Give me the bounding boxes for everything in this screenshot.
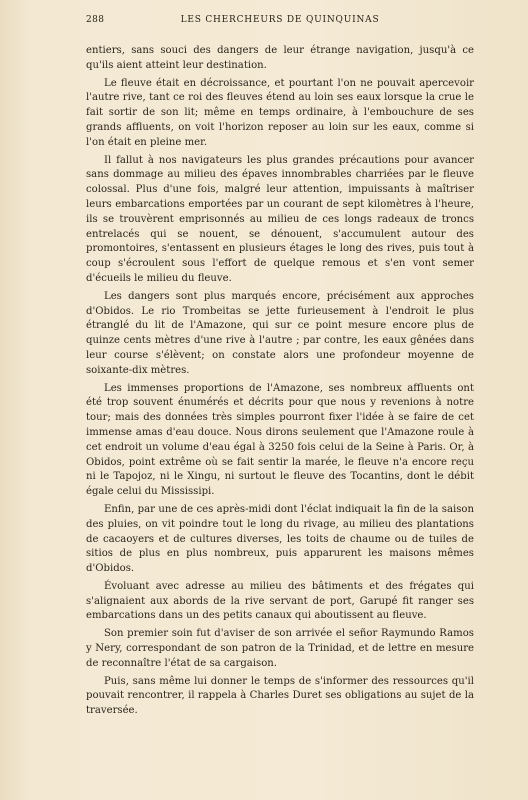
paragraph: Les immenses proportions de l'Amazone, ses nombreux affluents ont été trop souvent énumérés et décrits pour que nous y revenions à notre tour; mais des données très simples pourront fixer l'idée à se faire de cet immense amas d'eau douce. Nous dirons seulement que l'Amazone roule à cet endroit un volume d'eau égal à 3250 fois celui de la Seine à Paris. Or, à Obidos, point extrême où se fait sentir la marée, le fleuve n'a encore reçu ni le Tapojoz, ni le Xingu, ni surtout le fleuve des Tocantins, dont le débit égale celui du Mississipi. [86,382,474,498]
paragraph: Évoluant avec adresse au milieu des bâtiments et des frégates qui s'alignaient aux abords de la rive servant de port, Garupé fit ranger ses embarcations dans un des petits canaux qui aboutissent au fleuve. [86,580,474,622]
paragraph: Puis, sans même lui donner le temps de s'informer des ressources qu'il pouvait rencontrer, il rappela à Charles Duret ses obligations au sujet de la traversée. [86,675,474,717]
running-title: LES CHERCHEURS DE QUINQUINAS [180,15,380,25]
paragraph: Son premier soin fut d'aviser de son arrivée el señor Raymundo Ramos y Nery, correspondant de son patron de la Trinidad, et de lettre en mesure de reconnaître l'état de sa cargaison. [86,628,474,669]
paragraph: Le fleuve était en décroissance, et pourtant l'on ne pouvait apercevoir l'autre rive, tant ce roi des fleuves étend au loin ses eaux lorsque la crue le fait sortir de son lit; même en temps ordinaire, à l'embouchure de ses grands affluents, on voit l'horizon reposer au loin sur les eaux, comme si l'on était en pleine mer. [86,77,474,148]
paragraph: Enfin, par une de ces après-midi dont l'éclat indiquait la fin de la saison des pluies, on vit poindre tout le long du rivage, au milieu des plantations de cacaoyers et de cultures diverses, les toits de chaume ou de tuiles de sitios de plus en plus nombreux, puis apparurent les maisons mêmes d'Obidos. [86,503,474,575]
page-header [86,15,474,31]
paragraph: Il fallut à nos navigateurs les plus grandes précautions pour avancer sans dommage au milieu des épaves innombrables charriées par le fleuve colossal. Plus d'une fois, malgré leur attention, impuissants à maîtriser leurs embarcations emportées par un courant de sept kilomètres à l'heure, ils se trouvèrent emprisonnés au milieu de ces longs radeaux de troncs entrelacés qui se nouent, se dénouent, s'accumulent autour des promontoires, s'entassent en plusieurs étages le long des rives, puis tout à coup s'écroulent sous l'effort de quelque remous et s'en vont semer d'écueils le milieu du fleuve. [86,154,474,284]
page-number: 288 [86,15,105,25]
paragraph: Les dangers sont plus marqués encore, précisément aux approches d'Obidos. Le rio Trombeitas se jette furieusement à l'endroit le plus étranglé du lit de l'Amazone, qui sur ce point mesure encore plus de quinze cents mètres d'une rive à l'autre ; par contre, les eaux gênées dans leur course s'élèvent; on constate alors une profondeur moyenne de soixante-dix mètres. [86,290,474,376]
paragraph: entiers, sans souci des dangers de leur étrange navigation, jusqu'à ce qu'ils aient atteint leur destination. [86,45,474,71]
body-text [86,44,474,722]
